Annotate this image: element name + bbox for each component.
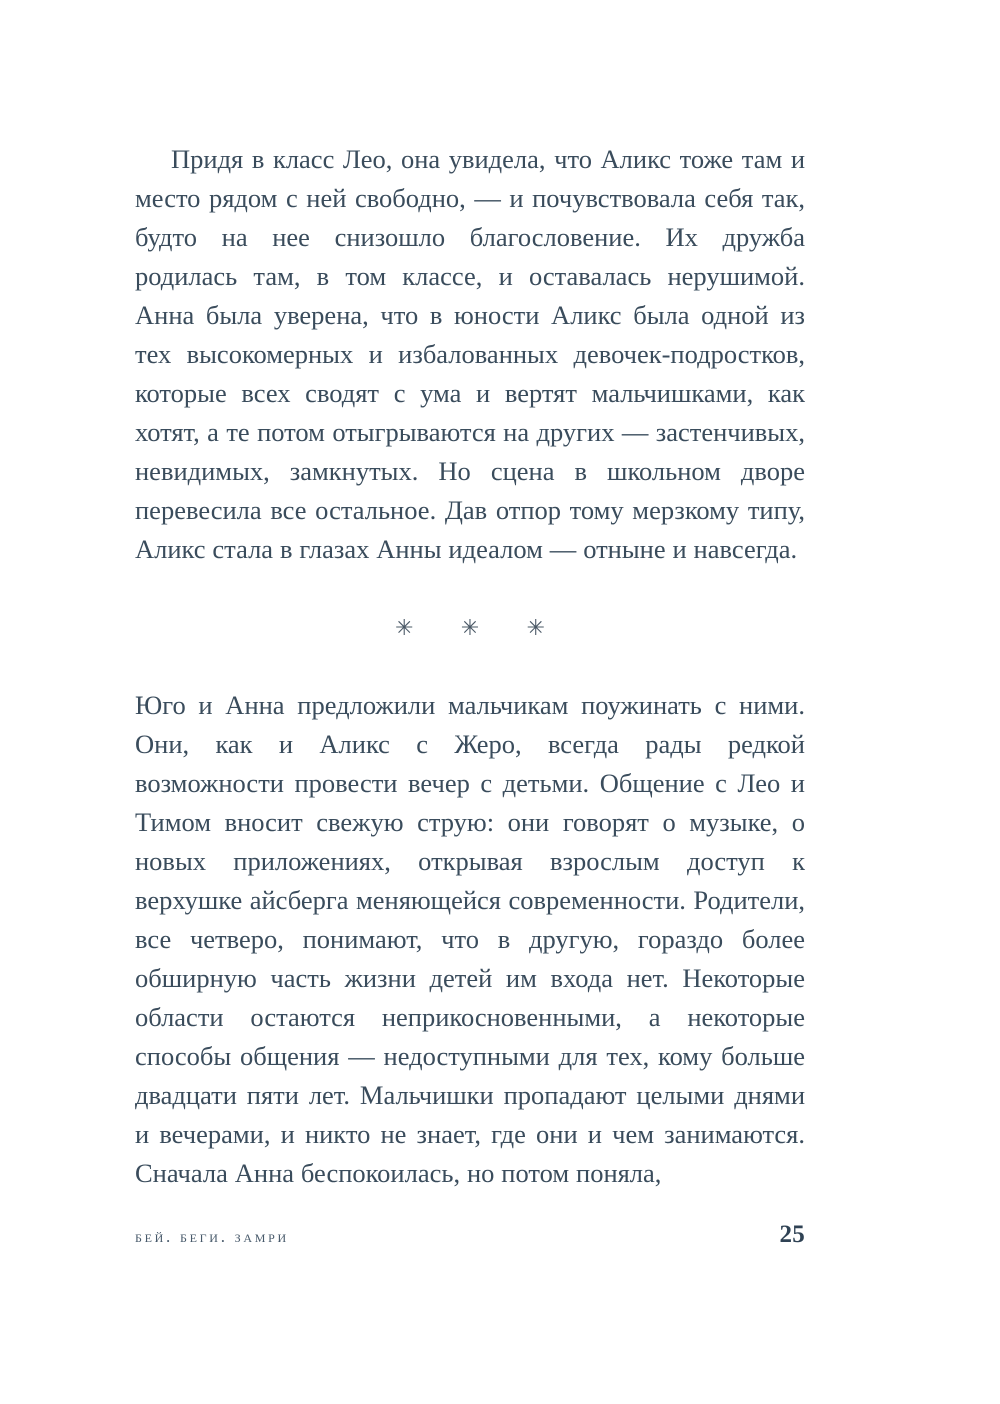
paragraph-1: Придя в класс Лео, она увидела, что Аликс тоже там и место рядом с ней свободно, — и почувствовала себя так, будто на нее снизошло благословение. Их дружба родилась там, в том классе, и оставалась нерушимой. Анна была уверена, что в юности Аликс была одной из тех высокомерных и избалованных девочек-подростков, которые всех сводят с ума и вертят мальчишками, как хотят, а те потом отыгрываются на других — застенчивых, невидимых, замкнутых. Но сцена в школьном дворе перевесила все остальное. Дав отпор тому мерзкому типу, Аликс стала в глазах Анны идеалом — отныне и навсегда. bbox=[135, 144, 805, 564]
page-footer bbox=[135, 1221, 805, 1248]
paragraph-2: Юго и Анна предложили мальчикам поужинать с ними. Они, как и Аликс с Жеро, всегда рады редкой возможности провести вечер с детьми. Общение с Лео и Тимом вносит свежую струю: они говорят о музыке, о новых приложениях, открывая взрослым доступ к верхушке айсберга меняющейся современности. Родители, все четверо, понимают, что в другую, гораздо более обширную часть жизни детей им входа нет. Некоторые области остаются неприкосновенными, а некоторые способы общения — недоступными для тех, кому больше двадцати пяти лет. Мальчишки пропадают целыми днями и вечерами, и никто не знает, где они и чем занимаются. Сначала Анна беспокоилась, но потом поняла, bbox=[135, 690, 805, 1188]
section-break-asterisks: ✳ ✳ ✳ bbox=[395, 615, 566, 640]
running-head: бей. беги. замри bbox=[135, 1227, 289, 1246]
page-number: 25 bbox=[779, 1221, 805, 1248]
body-text-column bbox=[135, 140, 805, 1193]
